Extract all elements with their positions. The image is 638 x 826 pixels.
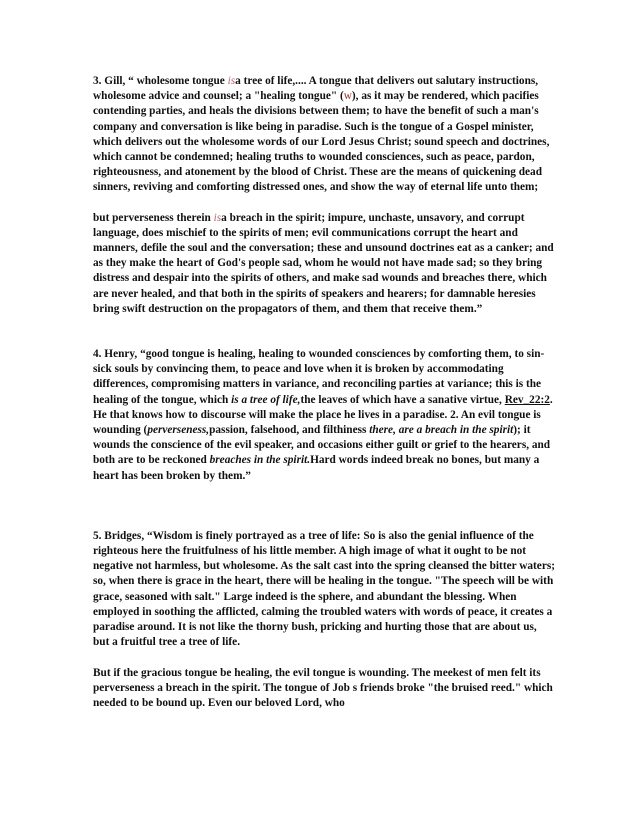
gill-p2-text-1: but perverseness therein [93, 211, 214, 224]
henry-italic-4: breaches in the spirit. [209, 454, 311, 467]
henry-text-6: Hard words indeed break no bones, but many a heart has been broken by them.” [93, 454, 540, 482]
bridges-paragraph-1: 5. Bridges, “Wisdom is finely portrayed as a tree of life: So is also the genial influence of the righteous here the fruitfulness of his little member. A high image of what it ought to be not negative not harmless, but wholesome. As the salt cast into the spring cleansed the bitter waters; so, when there is grace in the heart, there will be healing in the tongue. "The speech will be with grace, seasoned with salt." Large indeed is the sphere, and abundant the blessing. When employed in soothing the afflicted, calming the troubled waters with words of peace, it creates a paradise around. It is not like the thorny bush, pricking and hurting those that are about us, but a fruitful tree a tree of life. [93, 529, 555, 649]
gill-p2-text-2: a breach in the spirit; impure, unchaste, unsavory, and corrupt language, does mischief to the spirits of men; evil communications corrupt the heart and manners, defile the soul and the conversation; these and unsound doctrines eat as a canker; and as they make the heart of God's people sad, whom he would not have made sad; so they bring distress and despair into the spirits of others, and make sad wounds and breaches there, which are never healed, and that both in the spirits of speakers and hearers; for damnable heresies bring swift destruction on the propagators of them, and them that receive them.” [93, 211, 554, 315]
gill-paragraph-2 [93, 211, 555, 317]
gill-text-3: ), as it may be rendered, which pacifies contending parties, and heals the divisions between them; to have the benefit of such a man's company and conversation is like being in paradise. Such is the tongue of a Gospel minister, which delivers out the wholesome words of our Lord Jesus Christ; sound speech and doctrines, which cannot be condemned; healing truths to wounded consciences, such as peace, pardon, righteousness, and atonement by the blood of Christ. These are the means of quickening dead sinners, reviving and comforting distressed ones, and show the way of eternal life unto them; [93, 90, 550, 194]
henry-text-2: the leaves of which have a sanative virtue, [300, 393, 505, 406]
gill-text-1: 3. Gill, “ wholesome tongue [93, 75, 228, 87]
henry-text-4: passion, falsehood, and filthiness [209, 424, 370, 437]
gill-paragraph-1 [93, 74, 555, 196]
gill-is-word: is [227, 75, 236, 87]
henry-italic-2: perverseness, [147, 424, 210, 437]
henry-text-3: . He that knows how to discourse will make the place he lives in a paradise. 2. An evil tongue is wounding ( [93, 393, 553, 437]
henry-paragraph [93, 347, 555, 484]
henry-italic-3: there, are a breach in the spirit [369, 424, 514, 437]
henry-text-1: 4. Henry, “good tongue is healing, healing to wounded consciences by comforting them, to sin-sick souls by convincing them, to peace and love when it is broken by accommodating differences, compromising matters in variance, and reconciling parties at variance; this is the healing of the tongue, which [93, 348, 545, 406]
henry-scripture-link[interactable]: Rev_22:2 [504, 393, 550, 406]
gill-p2-is-word: is [213, 211, 222, 224]
henry-italic-1: is a tree of life, [231, 393, 301, 406]
gill-text-2: a tree of life,.... A tongue that delivers out salutary instructions, wholesome advice and counsel; a "healing tongue" ( [93, 75, 539, 103]
document-body [93, 74, 555, 711]
gill-w-reference: w [343, 90, 352, 103]
henry-text-5: ); it wounds the conscience of the evil speaker, and occasions either guilt or grief to the hearers, and both are to be reckoned [93, 424, 551, 467]
bridges-paragraph-2: But if the gracious tongue be healing, the evil tongue is wounding. The meekest of men felt its perverseness a breach in the spirit. The tongue of Job s friends broke "the bruised reed." which needed to be bound up. Even our beloved Lord, who [93, 666, 553, 709]
